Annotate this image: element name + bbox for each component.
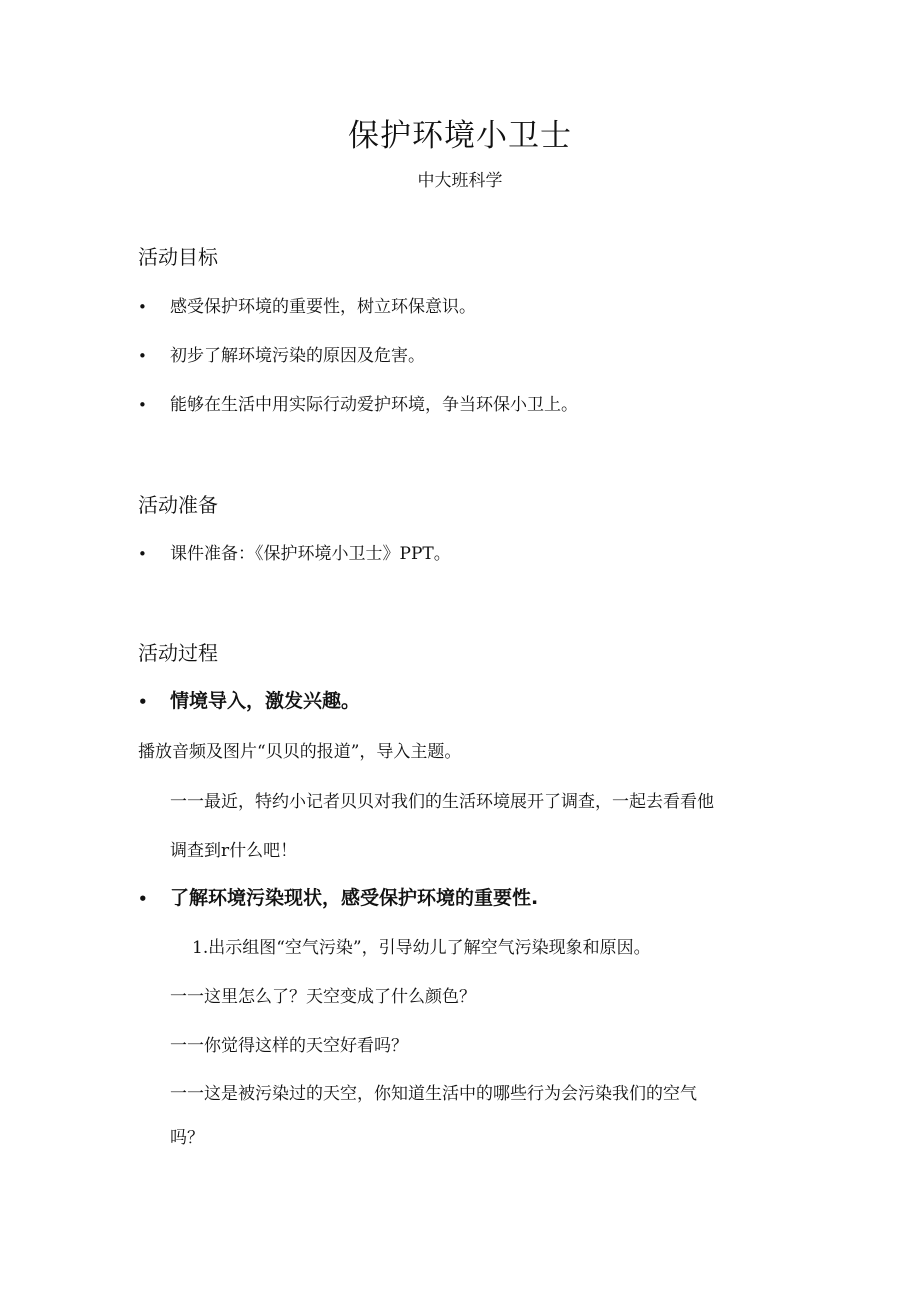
dialogue-line: 一一这是被污染过的天空，你知道生活中的哪些行为会污染我们的空气 [170, 1084, 697, 1104]
goal-item-text: 感受保护环境的重要性，树立环保意识。 [170, 297, 476, 317]
bullet-icon: • [138, 693, 148, 711]
dialogue-line: 调查到r什么吧！ [170, 841, 298, 861]
process-step-title [138, 688, 360, 715]
process-step-title [138, 885, 538, 912]
document-title: 保护环境小卫士 [348, 118, 572, 154]
section-heading-goals: 活动目标 [138, 245, 218, 269]
section-heading-process: 活动过程 [138, 641, 218, 665]
dialogue-line: 吗？ [170, 1128, 204, 1148]
bullet-icon: • [138, 347, 147, 365]
process-step-title-text: 了解环境污染现状，感受保护环境的重要性. [170, 887, 539, 909]
sub-step: 1.出示组图“空气污染”，引导幼儿了解空气污染现象和原因。 [192, 938, 651, 958]
goal-item [138, 343, 425, 369]
process-step-title-text: 情境导入，激发兴趣。 [170, 690, 361, 712]
prep-item-text: 课件准备：《保护环境小卫士》PPT。 [170, 544, 451, 564]
goal-item [138, 392, 578, 418]
bullet-icon: • [138, 545, 147, 563]
bullet-icon: • [138, 396, 147, 414]
goal-item-text: 初步了解环境污染的原因及危害。 [170, 346, 425, 366]
section-heading-prep: 活动准备 [138, 493, 218, 517]
goal-item [138, 294, 476, 320]
bullet-icon: • [138, 298, 147, 316]
dialogue-line: 一一你觉得这样的天空好看吗？ [170, 1036, 408, 1056]
process-paragraph: 播放音频及图片“贝贝的报道”，导入主题。 [138, 742, 462, 762]
document-subtitle: 中大班科学 [417, 171, 503, 191]
dialogue-line: 一一最近，特约小记者贝贝对我们的生活环境展开了调查，一起去看看他 [170, 792, 714, 812]
bullet-icon: • [138, 890, 148, 908]
dialogue-line: 一一这里怎么了？天空变成了什么颜色？ [170, 987, 476, 1007]
goal-item-text: 能够在生活中用实际行动爱护环境，争当环保小卫上。 [170, 395, 578, 415]
prep-item [138, 541, 451, 567]
